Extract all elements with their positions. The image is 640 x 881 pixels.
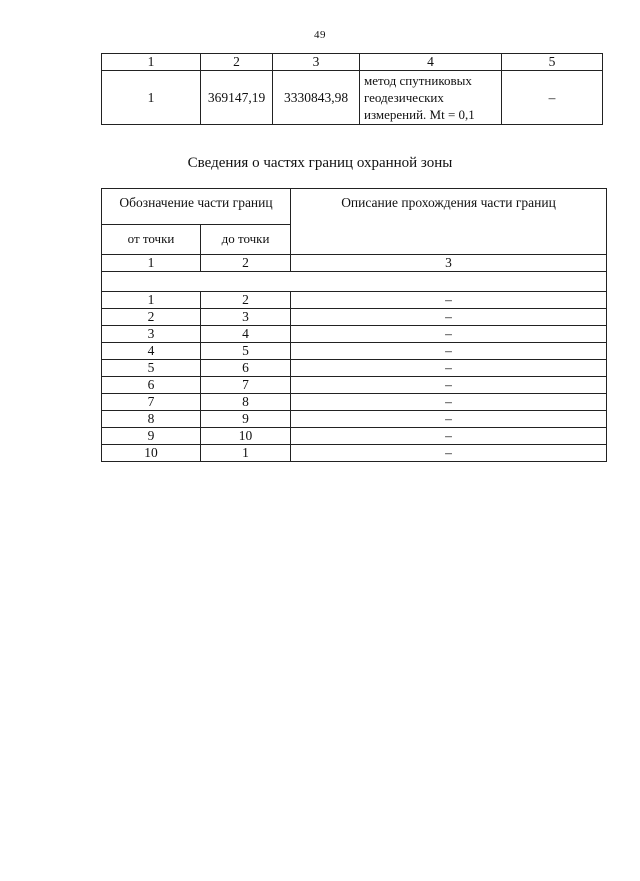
description-cell: – — [291, 309, 607, 326]
y-coordinate-cell: 3330843,98 — [273, 71, 360, 125]
from-point-header: от точки — [102, 225, 201, 255]
to-point-cell: 6 — [201, 360, 291, 377]
to-point-cell: 10 — [201, 428, 291, 445]
table-row — [102, 309, 607, 326]
description-header: Описание прохождения части границ — [291, 189, 607, 255]
method-cell — [360, 71, 502, 125]
method-line: метод спутниковых — [364, 73, 472, 88]
description-cell: – — [291, 428, 607, 445]
description-cell: – — [291, 292, 607, 309]
page-number: 49 — [314, 29, 326, 41]
parts-header-row — [102, 189, 607, 225]
to-point-cell: 3 — [201, 309, 291, 326]
to-point-cell: 2 — [201, 292, 291, 309]
description-cell: – — [291, 377, 607, 394]
description-cell: – — [291, 411, 607, 428]
table-row — [102, 292, 607, 309]
from-point-cell: 6 — [102, 377, 201, 394]
section-title: Сведения о частях границ охранной зоны — [187, 155, 453, 171]
coordinates-column-numbers-row — [102, 54, 603, 71]
table-row — [102, 428, 607, 445]
parts-rows — [102, 292, 607, 462]
table-row — [102, 394, 607, 411]
from-point-cell: 2 — [102, 309, 201, 326]
table-row — [102, 343, 607, 360]
from-point-cell: 9 — [102, 428, 201, 445]
column-number-cell: 5 — [502, 54, 603, 71]
description-cell: – — [291, 394, 607, 411]
to-point-cell: 5 — [201, 343, 291, 360]
column-number-cell: 2 — [201, 255, 291, 272]
to-point-cell: 4 — [201, 326, 291, 343]
table-row — [102, 445, 607, 462]
table-row — [102, 326, 607, 343]
description-cell: – — [291, 326, 607, 343]
from-point-cell: 3 — [102, 326, 201, 343]
from-point-cell: 10 — [102, 445, 201, 462]
to-point-cell: 1 — [201, 445, 291, 462]
from-point-cell: 1 — [102, 292, 201, 309]
column-number-cell: 3 — [291, 255, 607, 272]
extra-cell: – — [502, 71, 603, 125]
from-point-cell: 7 — [102, 394, 201, 411]
from-point-cell: 5 — [102, 360, 201, 377]
empty-cell — [102, 272, 607, 292]
table-row — [102, 411, 607, 428]
point-number-cell: 1 — [102, 71, 201, 125]
designation-header: Обозначение части границ — [102, 189, 291, 225]
column-number-cell: 4 — [360, 54, 502, 71]
boundary-parts-table — [101, 188, 607, 462]
to-point-cell: 7 — [201, 377, 291, 394]
coordinates-table — [101, 53, 603, 125]
parts-column-numbers-row — [102, 255, 607, 272]
x-coordinate-cell: 369147,19 — [201, 71, 273, 125]
to-point-cell: 8 — [201, 394, 291, 411]
column-number-cell: 3 — [273, 54, 360, 71]
to-point-cell: 9 — [201, 411, 291, 428]
parts-empty-row — [102, 272, 607, 292]
from-point-cell: 8 — [102, 411, 201, 428]
column-number-cell: 1 — [102, 54, 201, 71]
method-line: измерений. Mt = 0,1 — [364, 107, 475, 122]
to-point-header: до точки — [201, 225, 291, 255]
method-line: геодезических — [364, 90, 444, 105]
table-row — [102, 377, 607, 394]
description-cell: – — [291, 343, 607, 360]
column-number-cell: 1 — [102, 255, 201, 272]
description-cell: – — [291, 445, 607, 462]
coordinates-data-row — [102, 71, 603, 125]
description-cell: – — [291, 360, 607, 377]
from-point-cell: 4 — [102, 343, 201, 360]
column-number-cell: 2 — [201, 54, 273, 71]
table-row — [102, 360, 607, 377]
